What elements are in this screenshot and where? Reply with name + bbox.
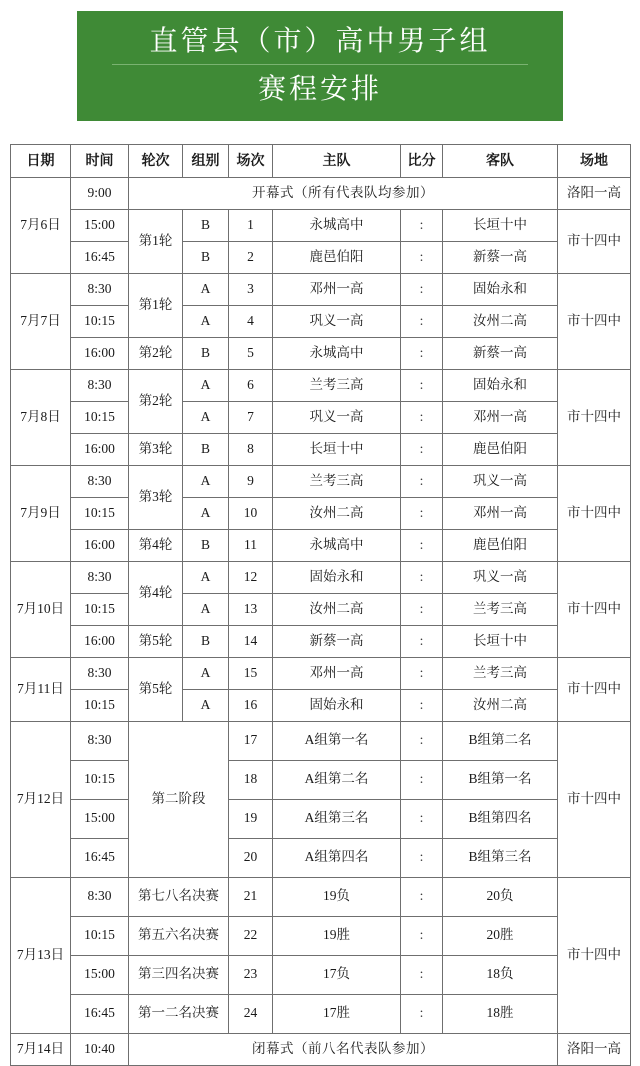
cell-group: A xyxy=(183,689,229,721)
cell-group: A xyxy=(183,497,229,529)
title-banner xyxy=(78,12,562,120)
column-header-venue: 场地 xyxy=(558,144,631,177)
cell-away-team: 18胜 xyxy=(443,994,558,1033)
cell-match-no: 22 xyxy=(229,916,273,955)
cell-score: : xyxy=(401,369,443,401)
cell-group: A xyxy=(183,273,229,305)
cell-score: : xyxy=(401,838,443,877)
cell-away-team: 巩义一高 xyxy=(443,465,558,497)
cell-home-team: 兰考三高 xyxy=(273,369,401,401)
cell-away-team: 汝州二高 xyxy=(443,689,558,721)
cell-match-no: 9 xyxy=(229,465,273,497)
cell-round: 第1轮 xyxy=(129,273,183,337)
cell-venue: 市十四中 xyxy=(558,721,631,877)
table-row xyxy=(11,273,631,305)
cell-time: 16:45 xyxy=(71,241,129,273)
cell-time: 10:15 xyxy=(71,401,129,433)
table-row xyxy=(11,916,631,955)
cell-home-team: 长垣十中 xyxy=(273,433,401,465)
cell-away-team: 兰考三高 xyxy=(443,593,558,625)
cell-final-name: 第三四名决赛 xyxy=(129,955,229,994)
cell-away-team: 邓州一高 xyxy=(443,497,558,529)
cell-home-team: 17负 xyxy=(273,955,401,994)
table-row xyxy=(11,593,631,625)
cell-date: 7月7日 xyxy=(11,273,71,369)
cell-home-team: 兰考三高 xyxy=(273,465,401,497)
cell-group: B xyxy=(183,625,229,657)
cell-away-team: 长垣十中 xyxy=(443,625,558,657)
cell-venue: 市十四中 xyxy=(558,561,631,657)
cell-score: : xyxy=(401,955,443,994)
cell-date: 7月6日 xyxy=(11,177,71,273)
cell-away-team: 18负 xyxy=(443,955,558,994)
table-row xyxy=(11,529,631,561)
cell-score: : xyxy=(401,561,443,593)
schedule-table xyxy=(10,144,631,1066)
cell-time: 15:00 xyxy=(71,799,129,838)
cell-home-team: 巩义一高 xyxy=(273,401,401,433)
cell-group: B xyxy=(183,529,229,561)
cell-time: 10:15 xyxy=(71,916,129,955)
cell-home-team: 邓州一高 xyxy=(273,657,401,689)
cell-ceremony: 闭幕式（前八名代表队参加） xyxy=(129,1033,558,1065)
cell-match-no: 18 xyxy=(229,760,273,799)
cell-score: : xyxy=(401,877,443,916)
cell-home-team: 永城高中 xyxy=(273,529,401,561)
table-row xyxy=(11,369,631,401)
cell-score: : xyxy=(401,994,443,1033)
cell-home-team: 汝州二高 xyxy=(273,497,401,529)
cell-group: B xyxy=(183,209,229,241)
cell-score: : xyxy=(401,337,443,369)
table-row xyxy=(11,433,631,465)
cell-home-team: 邓州一高 xyxy=(273,273,401,305)
cell-match-no: 17 xyxy=(229,721,273,760)
banner-title-line1: 直管县（市）高中男子组 xyxy=(112,22,528,65)
cell-score: : xyxy=(401,241,443,273)
cell-date: 7月8日 xyxy=(11,369,71,465)
cell-time: 16:00 xyxy=(71,433,129,465)
cell-time: 16:00 xyxy=(71,337,129,369)
table-row xyxy=(11,994,631,1033)
table-row xyxy=(11,657,631,689)
cell-round: 第4轮 xyxy=(129,529,183,561)
table-row xyxy=(11,877,631,916)
cell-venue: 市十四中 xyxy=(558,273,631,369)
table-row xyxy=(11,561,631,593)
column-header-group: 组别 xyxy=(183,144,229,177)
cell-home-team: A组第一名 xyxy=(273,721,401,760)
cell-stage: 第二阶段 xyxy=(129,721,229,877)
cell-venue: 市十四中 xyxy=(558,877,631,1033)
cell-away-team: 汝州二高 xyxy=(443,305,558,337)
cell-away-team: B组第四名 xyxy=(443,799,558,838)
cell-group: A xyxy=(183,369,229,401)
table-header xyxy=(11,144,631,177)
table-row xyxy=(11,209,631,241)
cell-time: 15:00 xyxy=(71,209,129,241)
cell-time: 8:30 xyxy=(71,721,129,760)
cell-away-team: 固始永和 xyxy=(443,273,558,305)
cell-final-name: 第五六名决赛 xyxy=(129,916,229,955)
cell-match-no: 3 xyxy=(229,273,273,305)
cell-score: : xyxy=(401,401,443,433)
cell-match-no: 4 xyxy=(229,305,273,337)
cell-round: 第3轮 xyxy=(129,433,183,465)
cell-final-name: 第一二名决赛 xyxy=(129,994,229,1033)
cell-score: : xyxy=(401,433,443,465)
table-row xyxy=(11,689,631,721)
cell-home-team: A组第四名 xyxy=(273,838,401,877)
table-row xyxy=(11,497,631,529)
cell-match-no: 13 xyxy=(229,593,273,625)
cell-group: A xyxy=(183,593,229,625)
cell-group: A xyxy=(183,465,229,497)
cell-final-name: 第七八名决赛 xyxy=(129,877,229,916)
cell-home-team: 汝州二高 xyxy=(273,593,401,625)
cell-away-team: B组第三名 xyxy=(443,838,558,877)
table-header-row xyxy=(11,144,631,177)
cell-match-no: 12 xyxy=(229,561,273,593)
cell-venue: 市十四中 xyxy=(558,209,631,273)
table-row xyxy=(11,955,631,994)
cell-score: : xyxy=(401,689,443,721)
cell-away-team: 邓州一高 xyxy=(443,401,558,433)
cell-match-no: 20 xyxy=(229,838,273,877)
cell-date: 7月12日 xyxy=(11,721,71,877)
cell-date: 7月9日 xyxy=(11,465,71,561)
cell-time: 10:40 xyxy=(71,1033,129,1065)
cell-ceremony: 开幕式（所有代表队均参加） xyxy=(129,177,558,209)
cell-time: 8:30 xyxy=(71,273,129,305)
cell-venue: 市十四中 xyxy=(558,657,631,721)
cell-time: 15:00 xyxy=(71,955,129,994)
cell-score: : xyxy=(401,625,443,657)
cell-home-team: 19胜 xyxy=(273,916,401,955)
cell-venue: 市十四中 xyxy=(558,369,631,465)
column-header-home: 主队 xyxy=(273,144,401,177)
cell-score: : xyxy=(401,305,443,337)
cell-home-team: 17胜 xyxy=(273,994,401,1033)
cell-match-no: 24 xyxy=(229,994,273,1033)
cell-home-team: 新蔡一高 xyxy=(273,625,401,657)
cell-time: 8:30 xyxy=(71,877,129,916)
table-row xyxy=(11,799,631,838)
cell-score: : xyxy=(401,273,443,305)
cell-score: : xyxy=(401,721,443,760)
cell-time: 16:00 xyxy=(71,625,129,657)
cell-match-no: 21 xyxy=(229,877,273,916)
cell-away-team: 巩义一高 xyxy=(443,561,558,593)
cell-match-no: 19 xyxy=(229,799,273,838)
cell-match-no: 11 xyxy=(229,529,273,561)
table-row xyxy=(11,337,631,369)
cell-group: A xyxy=(183,561,229,593)
cell-away-team: B组第二名 xyxy=(443,721,558,760)
cell-match-no: 1 xyxy=(229,209,273,241)
column-header-round: 轮次 xyxy=(129,144,183,177)
cell-time: 10:15 xyxy=(71,760,129,799)
cell-score: : xyxy=(401,209,443,241)
cell-time: 10:15 xyxy=(71,497,129,529)
cell-time: 10:15 xyxy=(71,689,129,721)
cell-match-no: 10 xyxy=(229,497,273,529)
cell-home-team: 永城高中 xyxy=(273,337,401,369)
cell-away-team: 20负 xyxy=(443,877,558,916)
cell-round: 第2轮 xyxy=(129,369,183,433)
table-body xyxy=(11,177,631,1065)
banner-title-line2: 赛程安排 xyxy=(257,72,382,104)
cell-round: 第5轮 xyxy=(129,625,183,657)
table-row xyxy=(11,305,631,337)
cell-match-no: 6 xyxy=(229,369,273,401)
cell-date: 7月13日 xyxy=(11,877,71,1033)
table-row xyxy=(11,401,631,433)
cell-home-team: 固始永和 xyxy=(273,689,401,721)
cell-score: : xyxy=(401,657,443,689)
cell-away-team: 鹿邑伯阳 xyxy=(443,433,558,465)
cell-time: 8:30 xyxy=(71,657,129,689)
table-row xyxy=(11,760,631,799)
table-row xyxy=(11,177,631,209)
cell-away-team: B组第一名 xyxy=(443,760,558,799)
cell-away-team: 鹿邑伯阳 xyxy=(443,529,558,561)
cell-match-no: 2 xyxy=(229,241,273,273)
cell-score: : xyxy=(401,916,443,955)
cell-round: 第4轮 xyxy=(129,561,183,625)
cell-score: : xyxy=(401,799,443,838)
cell-group: A xyxy=(183,657,229,689)
column-header-score: 比分 xyxy=(401,144,443,177)
column-header-away: 客队 xyxy=(443,144,558,177)
cell-home-team: 19负 xyxy=(273,877,401,916)
cell-time: 8:30 xyxy=(71,465,129,497)
cell-home-team: 永城高中 xyxy=(273,209,401,241)
cell-match-no: 8 xyxy=(229,433,273,465)
table-row xyxy=(11,465,631,497)
cell-home-team: A组第三名 xyxy=(273,799,401,838)
cell-match-no: 14 xyxy=(229,625,273,657)
cell-away-team: 兰考三高 xyxy=(443,657,558,689)
column-header-match: 场次 xyxy=(229,144,273,177)
cell-time: 10:15 xyxy=(71,593,129,625)
cell-match-no: 5 xyxy=(229,337,273,369)
cell-home-team: 鹿邑伯阳 xyxy=(273,241,401,273)
cell-round: 第5轮 xyxy=(129,657,183,721)
cell-away-team: 长垣十中 xyxy=(443,209,558,241)
cell-score: : xyxy=(401,497,443,529)
cell-time: 10:15 xyxy=(71,305,129,337)
cell-round: 第1轮 xyxy=(129,209,183,273)
cell-venue: 洛阳一高 xyxy=(558,1033,631,1065)
cell-round: 第3轮 xyxy=(129,465,183,529)
cell-home-team: A组第二名 xyxy=(273,760,401,799)
cell-time: 8:30 xyxy=(71,561,129,593)
cell-group: A xyxy=(183,305,229,337)
cell-venue: 洛阳一高 xyxy=(558,177,631,209)
cell-score: : xyxy=(401,529,443,561)
cell-group: A xyxy=(183,401,229,433)
table-row xyxy=(11,625,631,657)
cell-match-no: 23 xyxy=(229,955,273,994)
cell-time: 8:30 xyxy=(71,369,129,401)
cell-away-team: 固始永和 xyxy=(443,369,558,401)
cell-match-no: 16 xyxy=(229,689,273,721)
cell-home-team: 固始永和 xyxy=(273,561,401,593)
cell-away-team: 新蔡一高 xyxy=(443,241,558,273)
cell-time: 9:00 xyxy=(71,177,129,209)
cell-group: B xyxy=(183,433,229,465)
cell-time: 16:45 xyxy=(71,838,129,877)
schedule-table-container xyxy=(10,144,630,1066)
cell-group: B xyxy=(183,337,229,369)
column-header-date: 日期 xyxy=(11,144,71,177)
cell-score: : xyxy=(401,465,443,497)
cell-score: : xyxy=(401,760,443,799)
cell-round: 第2轮 xyxy=(129,337,183,369)
cell-score: : xyxy=(401,593,443,625)
table-row xyxy=(11,241,631,273)
cell-match-no: 7 xyxy=(229,401,273,433)
cell-date: 7月11日 xyxy=(11,657,71,721)
cell-venue: 市十四中 xyxy=(558,465,631,561)
cell-time: 16:00 xyxy=(71,529,129,561)
cell-away-team: 20胜 xyxy=(443,916,558,955)
table-row xyxy=(11,1033,631,1065)
cell-group: B xyxy=(183,241,229,273)
table-row xyxy=(11,838,631,877)
cell-date: 7月14日 xyxy=(11,1033,71,1065)
cell-home-team: 巩义一高 xyxy=(273,305,401,337)
table-row xyxy=(11,721,631,760)
banner-container xyxy=(0,0,640,120)
cell-match-no: 15 xyxy=(229,657,273,689)
cell-away-team: 新蔡一高 xyxy=(443,337,558,369)
cell-date: 7月10日 xyxy=(11,561,71,657)
column-header-time: 时间 xyxy=(71,144,129,177)
cell-time: 16:45 xyxy=(71,994,129,1033)
